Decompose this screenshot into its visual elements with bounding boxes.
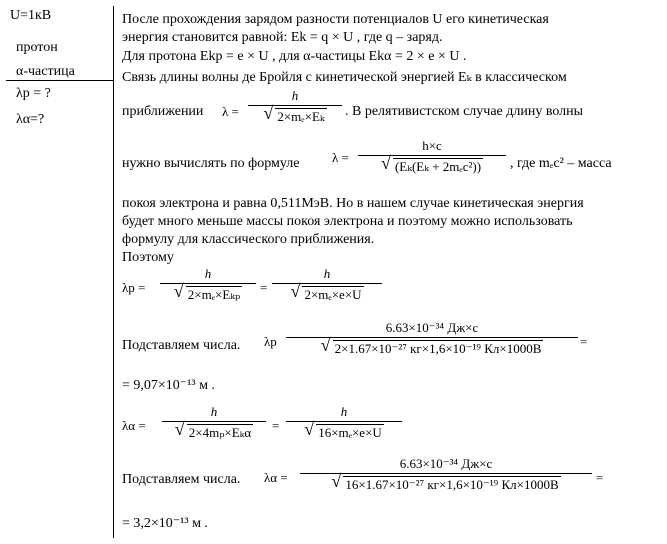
- formula2-denominator: (Eₖ(Eₖ + 2mₑc²)): [394, 159, 482, 174]
- given-alpha: α-частица: [16, 64, 75, 79]
- formula5-lhs: λα =: [122, 418, 146, 433]
- text-line-6a: нужно вычислять по формуле: [122, 156, 300, 171]
- formula6-numerator: 6.63×10⁻³⁴ Дж×с: [399, 456, 493, 471]
- formula3-bar-2: [272, 283, 382, 284]
- formula1-lhs: λ =: [222, 104, 239, 119]
- text-line-5a: приближении: [122, 104, 204, 119]
- formula3-num-1: h: [204, 266, 212, 281]
- formula3-lhs: λp =: [122, 280, 146, 295]
- formula1-denominator: 2×mₑ×Eₖ: [277, 109, 325, 124]
- formula2-fraction: [358, 138, 506, 175]
- formula2-lhs: λ =: [332, 150, 349, 165]
- text-line-6b: , где mₑc² – масса: [510, 156, 612, 171]
- subst-label-2: Подставляем числа.: [122, 472, 241, 487]
- text-line-8: будет много меньше массы покоя электрона и поэтому можно использовать: [122, 214, 573, 229]
- formula3-den-2: 2×mₑ×e×U: [304, 287, 362, 302]
- given-voltage: U=1кВ: [10, 8, 52, 23]
- text-line-3: Для протона Ekp = e × U , для α-частицы Ekα = 2 × e × U .: [122, 49, 467, 64]
- formula5-num-2: h: [340, 404, 348, 419]
- formula4-lhs: λp: [264, 334, 277, 349]
- formula6-denominator: 16×1.67×10⁻²⁷ кг×1,6×10⁻¹⁹ Кл×1000В: [345, 477, 559, 492]
- formula4-fraction: [286, 320, 578, 357]
- formula5-fraction-1: [162, 404, 266, 441]
- formula6-fraction: [300, 456, 592, 493]
- formula1-bar: [248, 105, 342, 106]
- formula6-lhs: λα =: [264, 470, 288, 485]
- formula5-fraction-2: [286, 404, 402, 441]
- given-proton: протон: [16, 40, 58, 55]
- formula5-den-1: 2×4mₚ×Eₖα: [188, 425, 252, 440]
- formula5-den-2: 16×mₑ×e×U: [318, 425, 382, 440]
- text-line-9: формулу для классического приближения.: [122, 232, 375, 247]
- result-2: = 3,2×10⁻¹³ м .: [122, 516, 208, 531]
- text-line-7: покоя электрона и равна 0,511МэВ. Но в нашем случае кинетическая энергия: [122, 196, 584, 211]
- formula1-numerator: h: [291, 88, 299, 103]
- formula3-fraction-2: [272, 266, 382, 303]
- formula4-numerator: 6.63×10⁻³⁴ Дж×с: [385, 320, 479, 335]
- formula2-numerator: h×c: [422, 138, 442, 153]
- text-line-2: энергия становится равной: Ek = q × U , где q – заряд.: [122, 30, 443, 45]
- formula6-bar: [300, 473, 592, 474]
- formula3-fraction-1: [160, 266, 256, 303]
- find-lambda-alpha: λα=?: [16, 112, 45, 127]
- subst-label-1: Подставляем числа.: [122, 338, 241, 353]
- formula3-den-1: 2×mₑ×Eₖₚ: [187, 287, 241, 302]
- formula4-equals: =: [580, 334, 588, 349]
- formula3-equals: =: [260, 280, 268, 295]
- formula4-denominator: 2×1.67×10⁻²⁷ кг×1,6×10⁻¹⁹ Кл×1000В: [334, 341, 542, 356]
- formula6-equals: =: [596, 470, 604, 485]
- text-line-4: Связь длины волны де Бройля с кинетической энергией Eₖ в классическом: [122, 70, 567, 85]
- given-divider: [6, 80, 114, 81]
- text-line-10: Поэтому: [122, 250, 174, 265]
- find-lambda-p: λр = ?: [16, 86, 51, 101]
- text-line-1: После прохождения зарядом разности потенциалов U его кинетическая: [122, 12, 549, 27]
- text-line-5b: . В релятивистском случае длину волны: [345, 104, 584, 119]
- result-1: = 9,07×10⁻¹³ м .: [122, 378, 215, 393]
- formula5-num-1: h: [210, 404, 218, 419]
- formula5-equals: =: [272, 418, 280, 433]
- formula1-fraction: [248, 88, 342, 125]
- column-divider: [113, 6, 114, 538]
- formula3-num-2: h: [323, 266, 331, 281]
